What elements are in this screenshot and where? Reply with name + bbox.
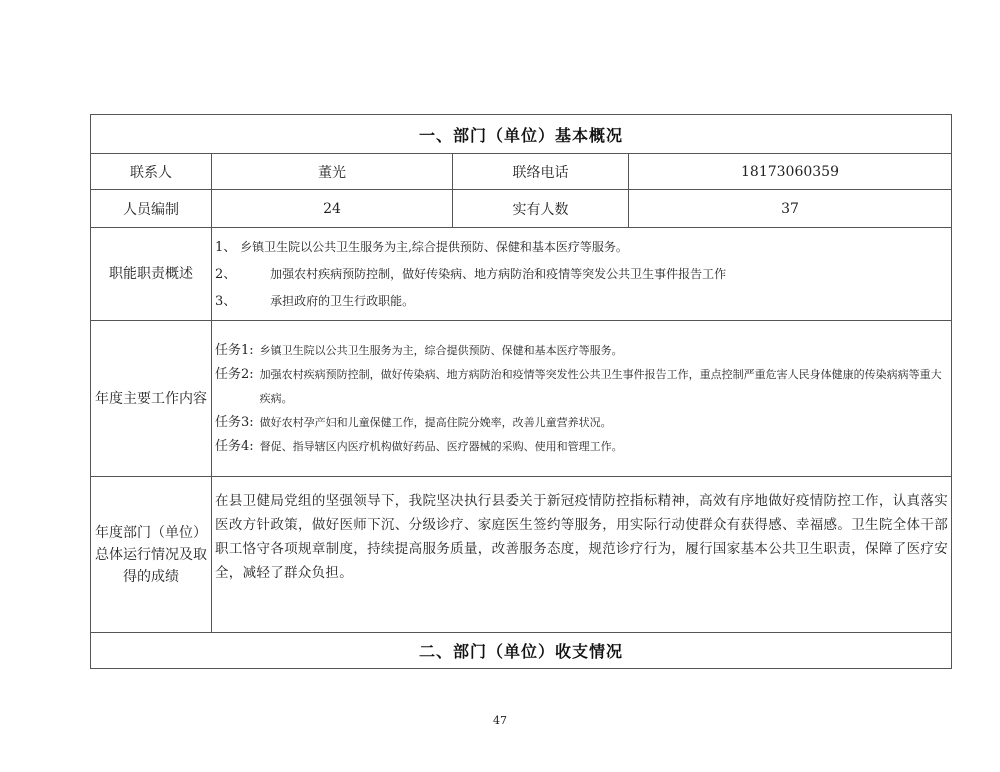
duty-item [212, 234, 951, 261]
contact-value: 董光 [212, 154, 453, 190]
contact-label: 联系人 [91, 154, 212, 190]
task-item [212, 411, 951, 435]
tasks-label: 年度主要工作内容 [91, 321, 212, 477]
task-num: 任务2: [215, 366, 254, 382]
task-text: 做好农村孕产妇和儿童保健工作，提高住院分娩率，改善儿童营养状况。 [259, 415, 612, 429]
staff-value: 24 [212, 190, 453, 228]
duty-text: 乡镇卫生院以公共卫生服务为主,综合提供预防、保健和基本医疗等服务。 [240, 239, 628, 254]
duty-num: 2、 [215, 266, 237, 282]
section2-title: 二、部门（单位）收支情况 [91, 633, 952, 669]
task-item [212, 435, 951, 459]
duty-item [212, 288, 951, 315]
task-text: 加强农村疾病预防控制，做好传染病、地方病防治和疫情等突发性公共卫生事件报告工作，重点控制严重危害人民身体健康的传染病病等重大疾病。 [259, 367, 942, 405]
duty-num: 1、 [215, 239, 237, 255]
duty-num: 3、 [215, 293, 237, 309]
tasks-content [212, 321, 952, 477]
duties-row [91, 228, 952, 321]
duty-item [212, 261, 951, 288]
task-item [212, 339, 951, 363]
actual-value: 37 [629, 190, 952, 228]
duty-text: 承担政府的卫生行政职能。 [270, 293, 415, 308]
task-num: 任务1: [215, 342, 254, 358]
phone-value: 18173060359 [629, 154, 952, 190]
duties-label: 职能职责概述 [91, 228, 212, 321]
task-text: 督促、指导辖区内医疗机构做好药品、医疗器械的采购、使用和管理工作。 [259, 439, 623, 453]
staff-row [91, 190, 952, 228]
section1-title: 一、部门（单位）基本概况 [91, 115, 952, 154]
task-text: 乡镇卫生院以公共卫生服务为主，综合提供预防、保健和基本医疗等服务。 [259, 343, 623, 357]
contact-row [91, 154, 952, 190]
duties-content [212, 228, 952, 321]
task-num: 任务3: [215, 414, 254, 430]
task-num: 任务4: [215, 438, 254, 454]
page-number: 47 [493, 714, 507, 727]
summary-row [91, 477, 952, 633]
summary-label: 年度部门（单位）总体运行情况及取得的成绩 [91, 477, 212, 633]
phone-label: 联络电话 [453, 154, 629, 190]
summary-content [212, 477, 952, 633]
task-item [212, 363, 951, 411]
tasks-row [91, 321, 952, 477]
overview-table [90, 114, 952, 669]
staff-label: 人员编制 [91, 190, 212, 228]
duty-text: 加强农村疾病预防控制，做好传染病、地方病防治和疫情等突发公共卫生事件报告工作 [270, 266, 727, 281]
actual-label: 实有人数 [453, 190, 629, 228]
summary-text: 在县卫健局党组的坚强领导下，我院坚决执行县委关于新冠疫情防控指标精神，高效有序地做好疫情防控工作，认真落实医改方针政策，做好医师下沉、分级诊疗、家庭医生签约等服务，用实际行动使群众有获得感、幸福感。卫生院全体干部职工恪守各项规章制度，持续提高服务质量，改善服务态度，规范诊疗行为，履行国家基本公共卫生职责，保障了医疗安全，减轻了群众负担。 [215, 493, 949, 581]
